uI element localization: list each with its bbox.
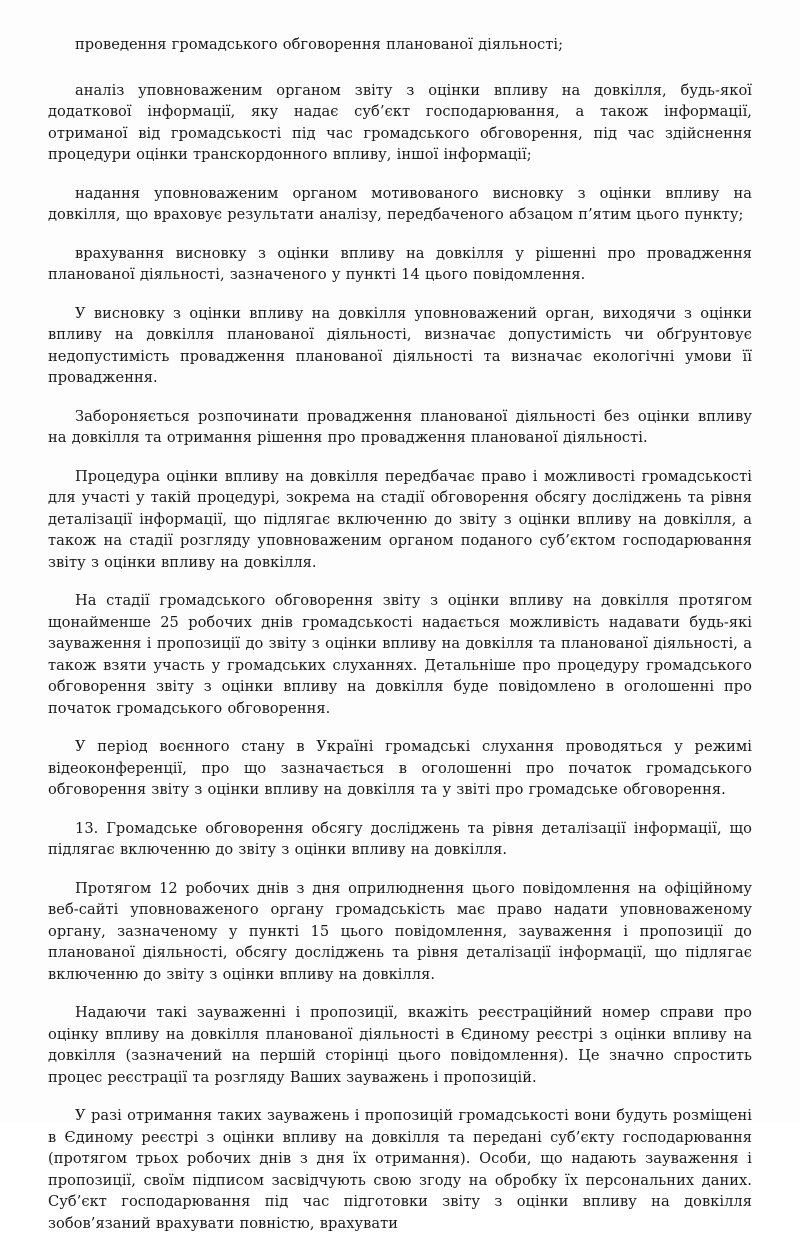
paragraph-martial-law: У період воєнного стану в Україні громадські слухання проводяться у режимі відеоконференції, про що зазначається в оголошенні про початок громадського обговорення звіту з оцінки впливу на довкілля та у звіті про громадське обговорення.: [48, 738, 752, 798]
paragraph-discussion-stage: На стадії громадського обговорення звіту з оцінки впливу на довкілля протягом щонайменше 25 робочих днів громадськості надається можливість надавати будь-які зауваження і пропозиції до звіту з оцінки впливу на довкілля та планованої діяльності, а також взяти участь у громадських слуханнях. Детальніше про процедуру громадського обговорення звіту з оцінки впливу на довкілля буде повідомлено в оголошенні про початок громадського обговорення.: [48, 592, 752, 717]
paragraph-public-discussion: проведення громадського обговорення планованої діяльності;: [75, 36, 564, 53]
paragraph-conclusion-consideration: врахування висновку з оцінки впливу на довкілля у рішенні про провадження планованої діяльності, зазначеного у пункті 14 цього повідомлення.: [48, 244, 752, 283]
paragraph-reasoned-conclusion: надання уповноваженим органом мотивованого висновку з оцінки впливу на довкілля, що враховує результати аналізу, передбаченого абзацом п’ятим цього пункту;: [48, 184, 752, 223]
paragraph-receiving-comments: У разі отримання таких зауважень і пропозицій громадськості вони будуть розміщені в Єдиному реєстрі з оцінки впливу на довкілля та передані суб’єкту господарювання (протягом трьох робочих днів з дня їх отримання). Особи, що надають зауваження і пропозиції, своїм підписом засвідчують свою згоду на обробку їх персональних даних. Суб’єкт господарювання під час підготовки звіту з оцінки впливу на довкілля зобов’язаний врахувати повністю, врахувати: [48, 1107, 752, 1232]
paragraph-12-working-days: Протягом 12 робочих днів з дня оприлюднення цього повідомлення на офіційному веб-сайті уповноваженого органу громадськість має право надати уповноваженому органу, зазначеному у пункті 15 цього повідомлення, зауваження і пропозиції до планованої діяльності, обсягу досліджень та рівня деталізації інформації, що підлягає включенню до звіту з оцінки впливу на довкілля.: [48, 879, 752, 983]
paragraph-prohibition: Забороняється розпочинати провадження планованої діяльності без оцінки впливу на довкілля та отримання рішення про провадження планованої діяльності.: [48, 407, 752, 446]
paragraph-authority-conclusion: У висновку з оцінки впливу на довкілля уповноважений орган, виходячи з оцінки впливу на довкілля планованої діяльності, визначає допустимість чи обґрунтовує недопустимість провадження планованої діяльності та визначає екологічні умови її провадження.: [48, 304, 752, 386]
paragraph-report-analysis: аналіз уповноваженим органом звіту з оцінки впливу на довкілля, будь-якої додаткової інформації, яку надає суб’єкт господарювання, а також інформації, отриманої від громадськості під час громадського обговорення, під час здійснення процедури оцінки транскордонного впливу, іншої інформації;: [48, 81, 752, 163]
section-13-heading: 13. Громадське обговорення обсягу досліджень та рівня деталізації інформації, що підлягає включенню до звіту з оцінки впливу на довкілля.: [48, 819, 752, 858]
paragraph-public-participation: Процедура оцінки впливу на довкілля передбачає право і можливості громадськості для участі у такій процедурі, зокрема на стадії обговорення обсягу досліджень та рівня деталізації інформації, що підлягає включенню до звіту з оцінки впливу на довкілля, а також на стадії розгляду уповноваженим органом поданого суб’єктом господарювання звіту з оцінки впливу на довкілля.: [48, 467, 752, 571]
paragraph-registration-number: Надаючи такі зауваженні і пропозиції, вкажіть реєстраційний номер справи про оцінку впливу на довкілля планованої діяльності в Єдиному реєстрі з оцінки впливу на довкілля (зазначений на першій сторінці цього повідомлення). Це значно спростить процес реєстрації та розгляду Ваших зауважень і пропозицій.: [48, 1004, 752, 1086]
